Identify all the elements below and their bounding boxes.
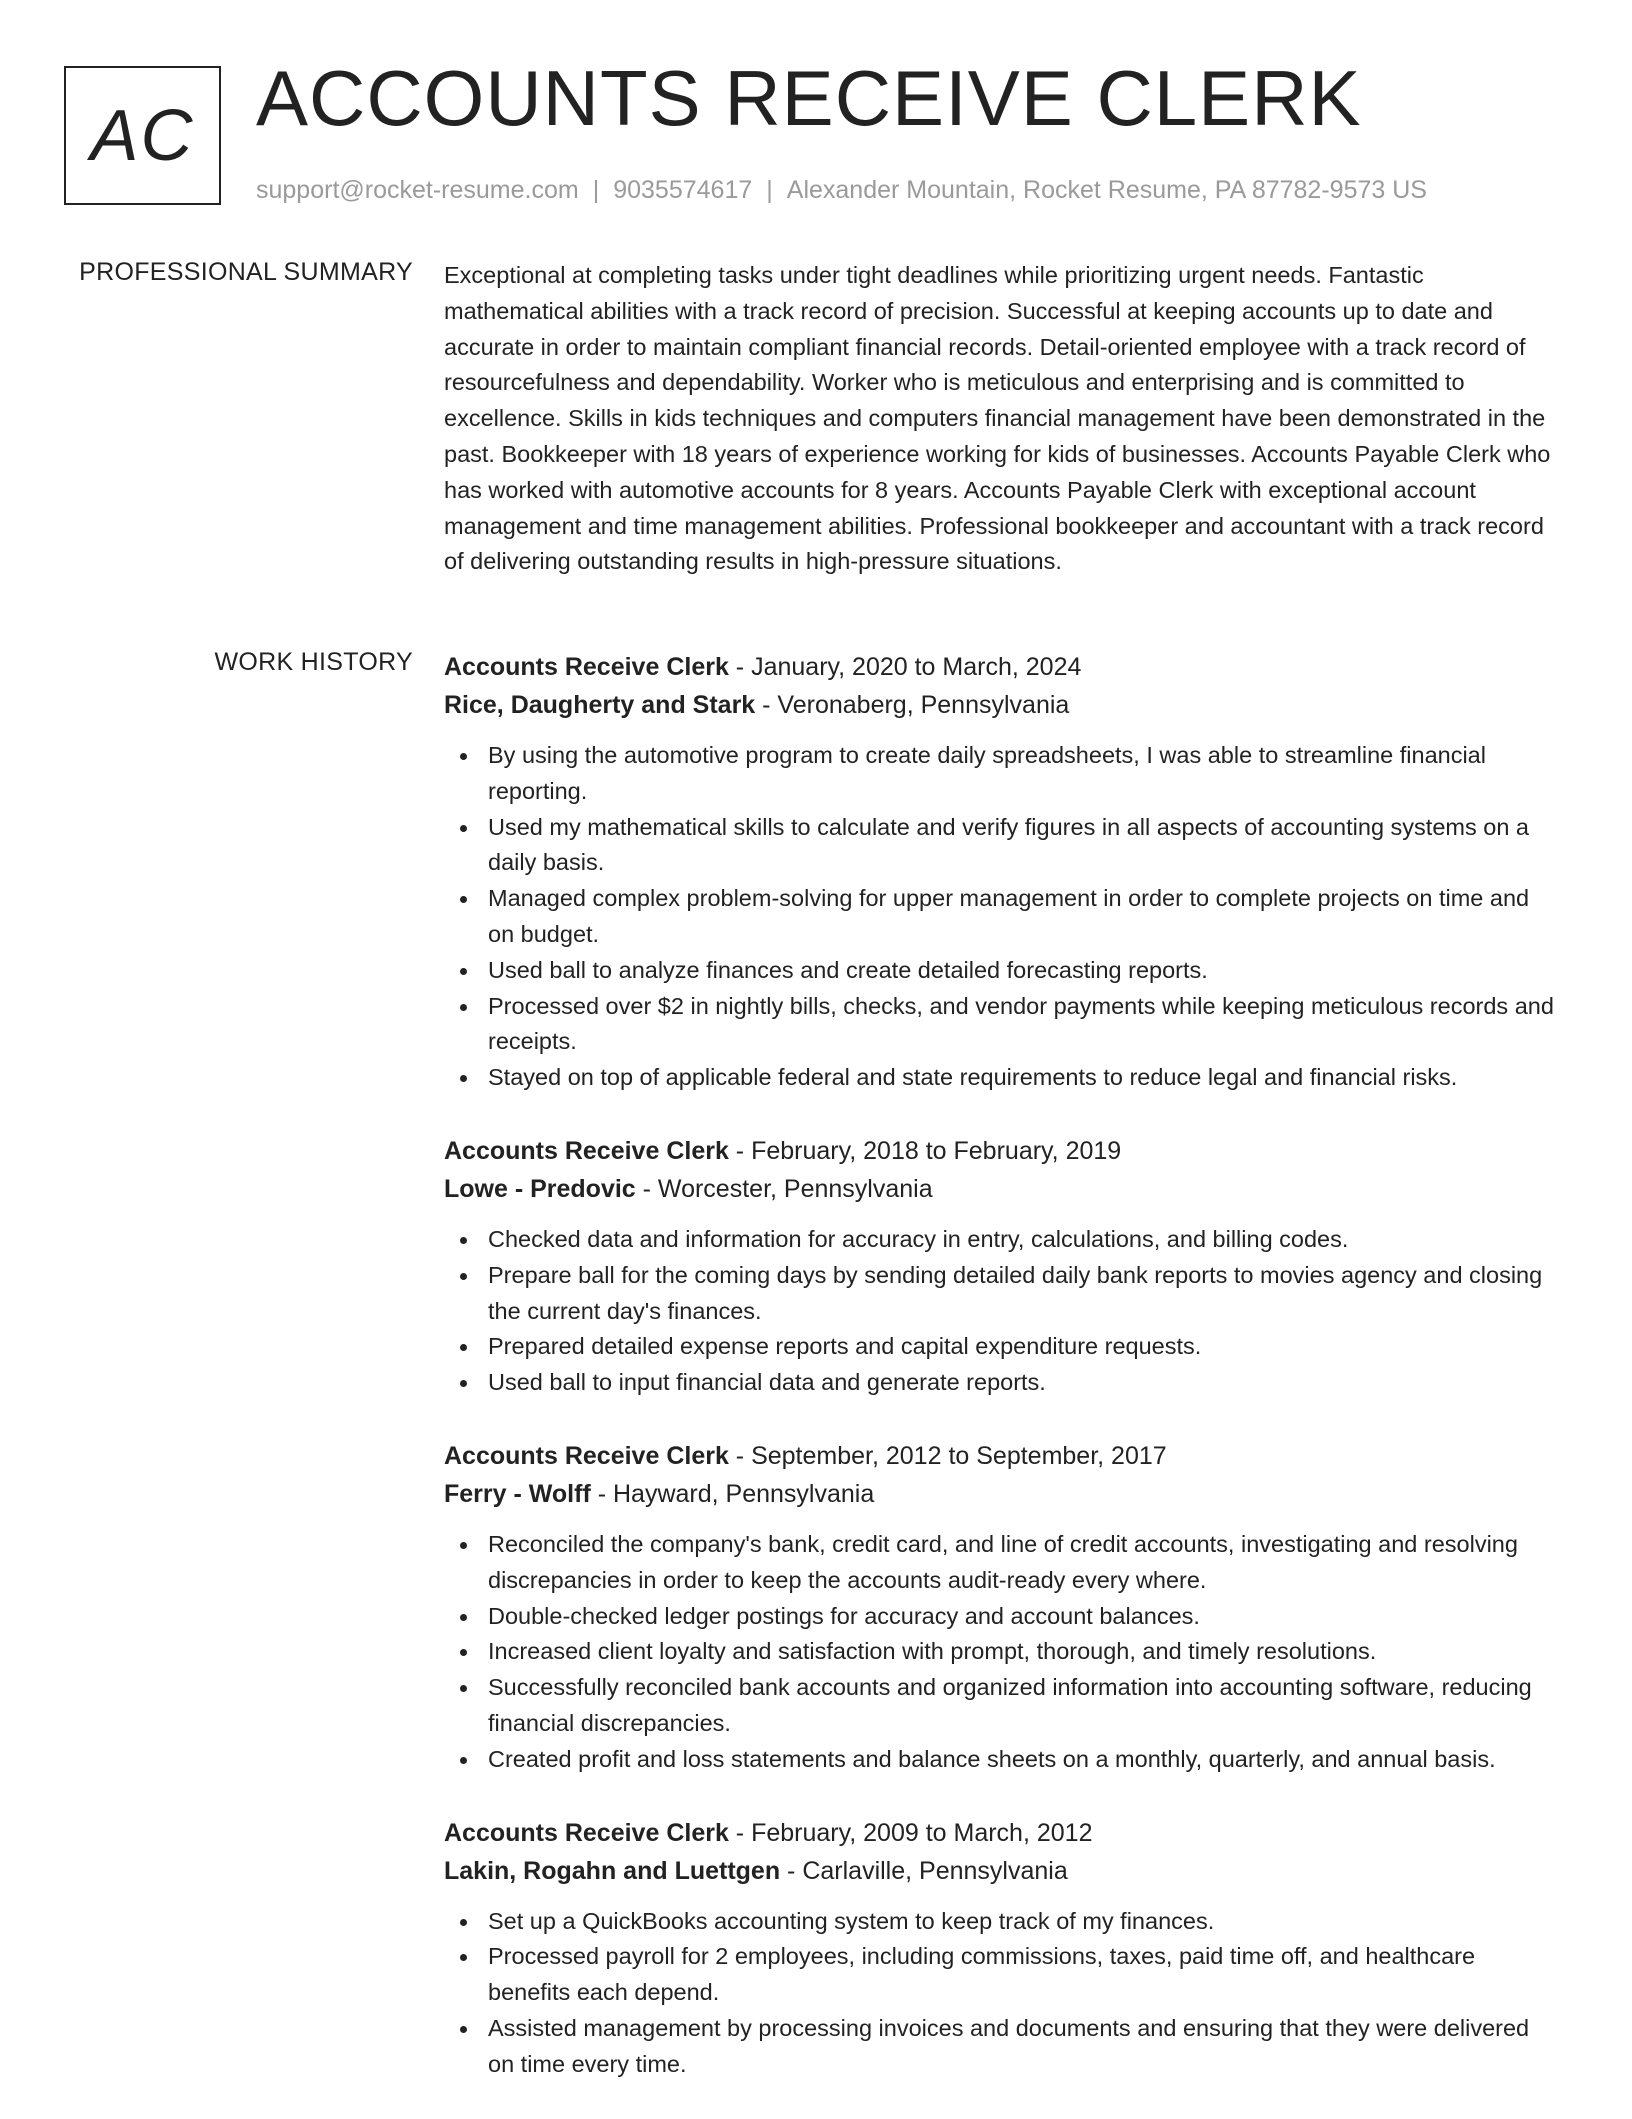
job-dates: - January, 2020 to March, 2024	[728, 653, 1082, 681]
job-bullet: By using the automotive program to create daily spreadsheets, I was able to streamline financial reporting.	[444, 738, 1559, 810]
contact-email: support@rocket-resume.com	[256, 176, 579, 204]
job-employer: Ferry - Wolff	[444, 1479, 591, 1508]
job-bullets	[444, 1222, 1559, 1401]
job-title-line	[444, 1132, 1559, 1170]
job-bullet: Used ball to input financial data and generate reports.	[444, 1365, 1559, 1401]
job-location: - Veronaberg, Pennsylvania	[755, 691, 1070, 719]
job-employer-line	[444, 686, 1559, 724]
job-bullet: Prepare ball for the coming days by sending detailed daily bank reports to movies agency and closing the current day's finances.	[444, 1258, 1559, 1330]
job-bullet: Reconciled the company's bank, credit card, and line of credit accounts, investigating and resolving discrepancies in order to keep the accounts audit-ready every where.	[444, 1527, 1559, 1599]
job-bullet: Assisted management by processing invoices and documents and ensuring that they were delivered on time every time.	[444, 2011, 1559, 2083]
job-location: - Carlaville, Pennsylvania	[780, 1856, 1068, 1885]
job-bullet: Used my mathematical skills to calculate and verify figures in all aspects of accounting systems on a daily basis.	[444, 810, 1559, 882]
job-dates: - February, 2018 to February, 2019	[728, 1136, 1122, 1165]
job-bullet: Processed payroll for 2 employees, including commissions, taxes, paid time off, and healthcare benefits each depend.	[444, 1939, 1559, 2011]
job-bullet: Processed over $2 in nightly bills, checks, and vendor payments while keeping meticulous records and receipts.	[444, 989, 1559, 1061]
job-bullet: Double-checked ledger postings for accuracy and account balances.	[444, 1599, 1559, 1635]
job-bullet: Stayed on top of applicable federal and state requirements to reduce legal and financial risks.	[444, 1060, 1559, 1096]
candidate-title: ACCOUNTS RECEIVE CLERK	[256, 54, 1362, 142]
contact-separator: |	[592, 176, 600, 204]
job-location: - Worcester, Pennsylvania	[635, 1174, 933, 1203]
job-title: Accounts Receive Clerk	[444, 1136, 729, 1165]
job-employer: Lowe - Predovic	[444, 1174, 636, 1203]
contact-address: Alexander Mountain, Rocket Resume, PA 87782-9573 US	[786, 176, 1427, 204]
job-employer: Lakin, Rogahn and Luettgen	[444, 1856, 781, 1885]
job-title-line	[444, 1814, 1559, 1852]
job-bullet: Increased client loyalty and satisfaction with prompt, thorough, and timely resolutions.	[444, 1634, 1559, 1670]
job-employer-line	[444, 1170, 1559, 1208]
work-history-heading: WORK HISTORY	[214, 648, 413, 676]
job-title-line	[444, 1437, 1559, 1475]
job-bullets	[444, 1904, 1559, 2083]
job-bullet: Successfully reconciled bank accounts and organized information into accounting software, reducing financial discrepancies.	[444, 1670, 1559, 1742]
summary-heading: PROFESSIONAL SUMMARY	[79, 258, 413, 286]
job-entry	[444, 1814, 1559, 2083]
job-bullet: Used ball to analyze finances and create detailed forecasting reports.	[444, 953, 1559, 989]
job-employer: Rice, Daugherty and Stark	[444, 691, 756, 719]
contact-separator: |	[766, 176, 773, 204]
job-bullet: Prepared detailed expense reports and capital expenditure requests.	[444, 1329, 1559, 1365]
job-dates: - February, 2009 to March, 2012	[728, 1818, 1093, 1847]
job-title: Accounts Receive Clerk	[444, 1818, 729, 1847]
job-entry	[444, 648, 1559, 1096]
job-bullet: Set up a QuickBooks accounting system to keep track of my finances.	[444, 1904, 1559, 1940]
job-title-line	[444, 648, 1559, 686]
job-entry	[444, 1437, 1559, 1778]
job-title: Accounts Receive Clerk	[444, 653, 729, 681]
job-employer-line	[444, 1475, 1559, 1513]
job-bullet: Created profit and loss statements and balance sheets on a monthly, quarterly, and annual basis.	[444, 1742, 1559, 1778]
job-employer-line	[444, 1852, 1559, 1890]
work-history-list	[444, 648, 1559, 2119]
summary-text: Exceptional at completing tasks under tight deadlines while prioritizing urgent needs. Fantastic mathematical abilities with a track record of precision. Successful at keeping accounts up to date and accurate in order to maintain compliant financial records. Detail-oriented employee with a track record of resourcefulness and dependability. Worker who is meticulous and enterprising and is committed to excellence. Skills in kids techniques and computers financial management have been demonstrated in the past. Bookkeeper with 18 years of experience working for kids of businesses. Accounts Payable Clerk who has worked with automotive accounts for 8 years. Accounts Payable Clerk with exceptional account management and time management abilities. Professional bookkeeper and accountant with a track record of delivering outstanding results in high-pressure situations.	[444, 262, 1551, 575]
job-bullet: Checked data and information for accuracy in entry, calculations, and billing codes.	[444, 1222, 1559, 1258]
job-bullet: Managed complex problem-solving for upper management in order to complete projects on time and on budget.	[444, 881, 1559, 953]
job-location: - Hayward, Pennsylvania	[590, 1479, 875, 1508]
contact-phone: 9035574617	[613, 176, 753, 204]
job-entry	[444, 1132, 1559, 1401]
job-title: Accounts Receive Clerk	[444, 1441, 729, 1470]
monogram-badge: AC	[64, 66, 221, 205]
job-dates: - September, 2012 to September, 2017	[728, 1441, 1167, 1470]
job-bullets	[444, 738, 1559, 1096]
contact-line	[256, 176, 1427, 205]
job-bullets	[444, 1527, 1559, 1778]
